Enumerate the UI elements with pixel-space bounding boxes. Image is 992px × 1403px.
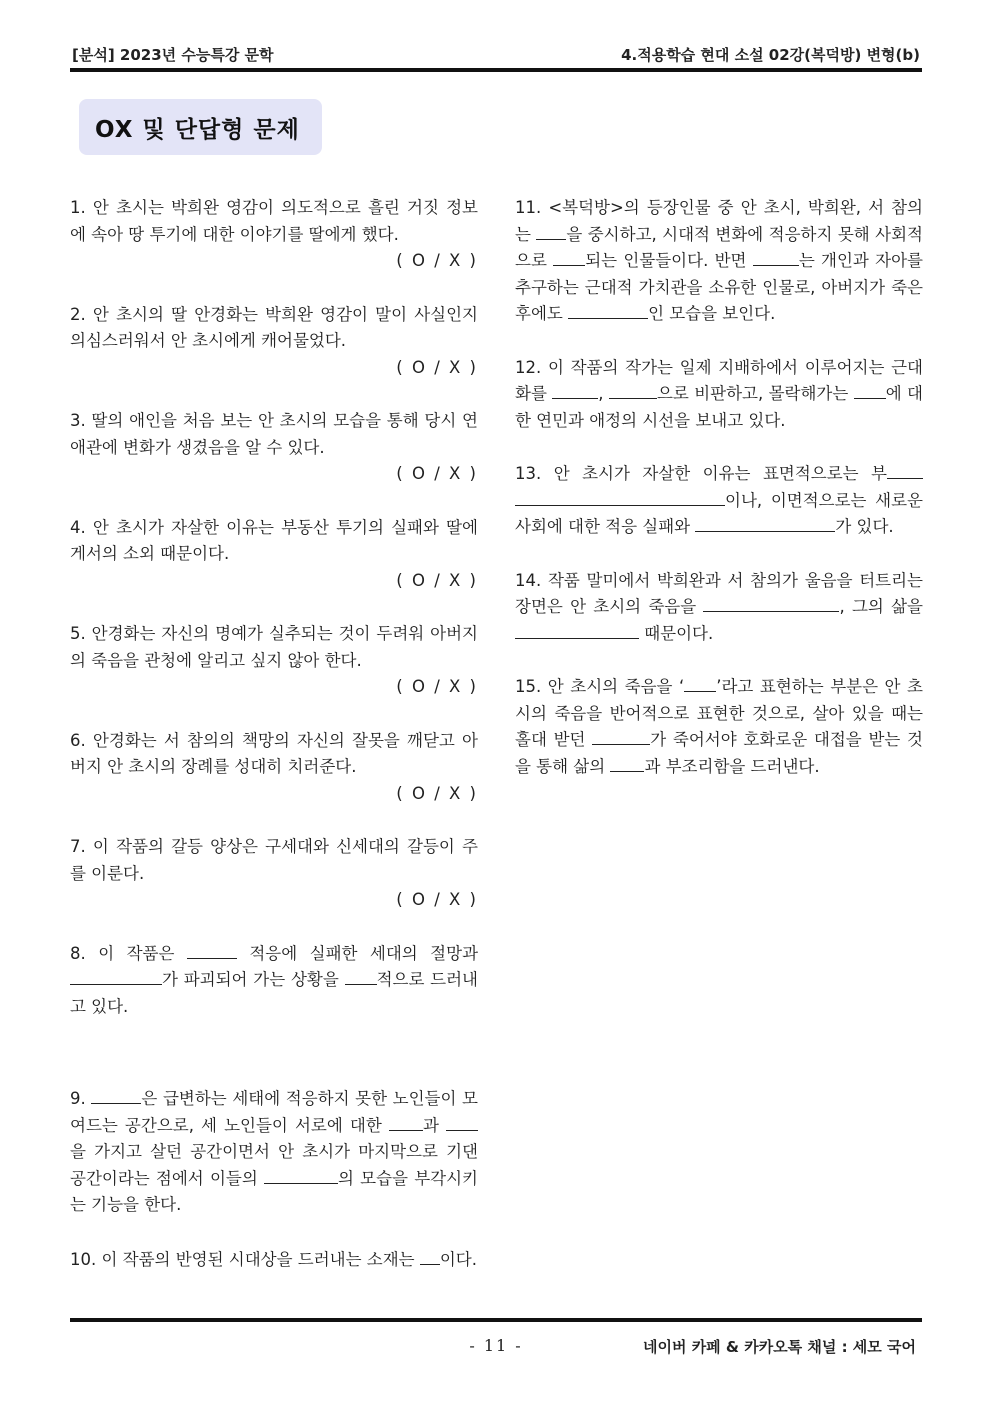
question-12-text: 12. 이 작품의 작가는 일제 지배하에서 이루어지는 근대화를 [515, 357, 923, 403]
question-12-text: 에 대한 연민과 애정의 시선을 보내고 있다. [515, 384, 923, 430]
header-chapter: 4.적용학습 현대 소설 02강(복덕방) 변형(b) [621, 46, 920, 64]
question-11-text: 11. <복덕방>의 등장인물 중 안 초시, 박희완, 서 참의는 [515, 198, 923, 244]
question-10-text: 이다. [439, 1249, 477, 1269]
answer-blank [389, 1114, 423, 1131]
answer-blank [568, 302, 648, 319]
question-14-text: 14. 작품 말미에서 박희완과 서 참의가 울음을 터트리는 장면은 안 초시의 죽음을 [515, 570, 923, 616]
question-13-text: 13. 안 초시가 자살한 이유는 표면적으로는 부 [515, 464, 887, 483]
footer-divider [70, 1318, 922, 1322]
answer-blank [703, 595, 839, 612]
answer-blank [264, 1167, 338, 1184]
question-8-text: 가 파괴되어 가는 상황을 [162, 970, 345, 989]
question-15-text: ’라고 표현하는 부분은 안 초시의 죽음을 반어적으로 표현한 것으로, 살아 있을 때는 홀대 받던 [515, 677, 923, 749]
question-14 [515, 568, 923, 648]
answer-blank [345, 968, 377, 985]
question-7: 7. 이 작품의 갈등 양상은 구세대와 신세대의 갈등이 주를 이룬다. [70, 837, 478, 883]
ox-choice-1: ( O / X ) [396, 251, 478, 270]
header-divider [70, 68, 922, 72]
question-11-text: 을 중시하고, 시대적 변화에 적응하지 못해 사회적으로 [515, 224, 923, 270]
question-9-text: 은 급변하는 세태에 적응하지 못한 노인들이 모여드는 공간으로, 세 노인들이 서로에 대한 [70, 1089, 478, 1135]
question-9-text: 을 가지고 살던 공간이면서 안 초시가 마지막으로 기댄 공간이라는 점에서 이들의 [70, 1142, 478, 1188]
answer-blank [695, 515, 835, 532]
question-14-text: , 그의 삶을 [839, 597, 923, 616]
answer-blank [553, 249, 585, 266]
answer-blank [609, 382, 657, 399]
section-title: OX 및 단답형 문제 [95, 117, 300, 143]
question-3: 3. 딸의 애인을 처음 보는 안 초시의 모습을 통해 당시 연애관에 변화가 생겼음을 알 수 있다. [70, 411, 478, 457]
answer-blank [684, 675, 716, 692]
question-9-text: 과 [422, 1115, 446, 1135]
question-13-text: 이나, 이면적으로는 새로운 사회에 대한 적응 실패와 [515, 490, 923, 536]
question-9-text: 9. [70, 1089, 92, 1108]
question-11-text: 인 모습을 보인다. [648, 304, 776, 323]
question-6: 6. 안경화는 서 참의의 책망의 자신의 잘못을 깨닫고 아버지 안 초시의 장례를 성대히 치러준다. [70, 730, 478, 776]
answer-blank [446, 1114, 478, 1131]
answer-blank [515, 489, 725, 506]
question-14-text: 때문이다. [639, 623, 714, 643]
ox-choice-6: ( O / X ) [396, 783, 478, 803]
ox-choice-7: ( O / X ) [396, 890, 478, 909]
section-title-box [79, 99, 322, 155]
question-15-text: 과 부조리함을 드러낸다. [644, 756, 820, 776]
question-2: 2. 안 초시의 딸 안경화는 박희완 영감이 말이 사실인지 의심스러워서 안 초시에게 캐어물었다. [70, 304, 478, 350]
question-8 [70, 941, 478, 1021]
question-15-text: 15. 안 초시의 죽음을 ‘ [515, 677, 685, 696]
question-9-text: 의 모습을 부각시키는 기능을 한다. [70, 1168, 478, 1214]
answer-blank [187, 942, 237, 959]
question-15 [515, 674, 923, 780]
answer-blank [753, 249, 799, 266]
question-13 [515, 461, 923, 541]
answer-blank [515, 622, 639, 639]
question-11-text: 는 개인과 자아를 추구하는 근대적 가치관을 소유한 인물로, 아버지가 죽은 후에도 [515, 251, 923, 323]
question-15-text: 가 죽어서야 호화로운 대접을 받는 것을 통해 삶의 [515, 730, 923, 776]
ox-choice-4: ( O / X ) [396, 570, 478, 590]
question-5: 5. 안경화는 자신의 명예가 실추되는 것이 두려워 아버지의 죽음을 관청에 알리고 싶지 않아 한다. [70, 624, 478, 670]
ox-choice-3: ( O / X ) [396, 464, 478, 483]
answer-blank [70, 968, 162, 985]
left-column [70, 195, 478, 1273]
question-10-text: 10. 이 작품의 반영된 시대상을 드러내는 소재는 [70, 1249, 420, 1269]
footer-channel: 네이버 카페 & 카카오톡 채널 : 세모 국어 [643, 1338, 916, 1356]
page-number: - 11 - [469, 1336, 523, 1355]
answer-blank [552, 382, 598, 399]
question-12-text: , [598, 384, 609, 403]
answer-blank [854, 382, 886, 399]
question-8-text: 8. 이 작품은 [70, 943, 187, 963]
answer-blank [420, 1248, 440, 1265]
question-11 [515, 195, 923, 328]
question-13-text: 가 있다. [835, 517, 894, 536]
answer-blank [91, 1087, 141, 1104]
answer-blank [592, 728, 650, 745]
question-12 [515, 355, 923, 435]
question-12-text: 으로 비판하고, 몰락해가는 [656, 384, 854, 403]
question-8-text: 적응에 실패한 세대의 절망과 [236, 943, 479, 963]
answer-blank [536, 223, 566, 240]
answer-blank [610, 755, 644, 772]
question-10 [70, 1247, 478, 1274]
question-4: 4. 안 초시가 자살한 이유는 부동산 투기의 실패와 딸에게서의 소외 때문이다. [70, 517, 478, 563]
right-column [515, 195, 923, 780]
question-8-text: 적으로 드러내고 있다. [70, 970, 478, 1016]
ox-choice-5: ( O / X ) [396, 677, 478, 696]
question-11-text: 되는 인물들이다. 반면 [585, 251, 753, 270]
header-title: [분석] 2023년 수능특강 문학 [72, 46, 274, 64]
ox-choice-2: ( O / X ) [396, 357, 478, 377]
question-1: 1. 안 초시는 박희완 영감이 의도적으로 흘린 거짓 정보에 속아 땅 투기에 대한 이야기를 딸에게 했다. [70, 198, 478, 244]
answer-blank [887, 462, 923, 479]
question-9 [70, 1086, 478, 1219]
